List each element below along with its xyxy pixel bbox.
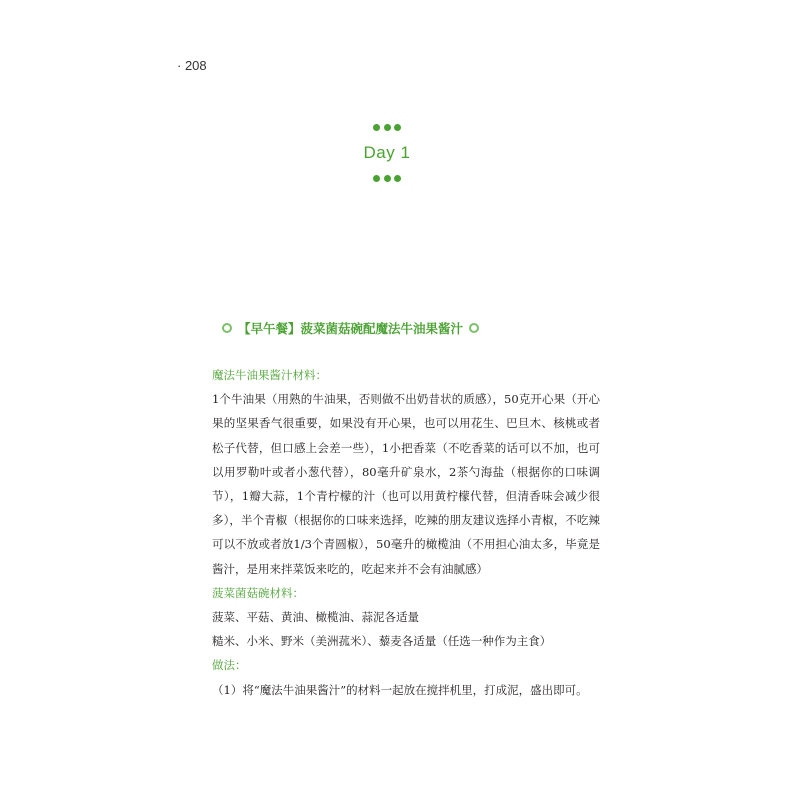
day-title: Day 1 <box>363 143 411 162</box>
decorative-dots-bottom <box>373 175 401 183</box>
method-step-1: （1）将“魔法牛油果酱汁”的材料一起放在搅拌机里，打成泥，盛出即可。 <box>212 682 588 697</box>
bowl-ingredients-label: 菠菜菌菇碗材料： <box>212 585 304 600</box>
sauce-ingredients-text: 1个牛油果（用熟的牛油果，否则做不出奶昔状的质感），50克开心果（开心果的坚果香气很重要，如果没有开心果，也可以用花生、巴旦木、核桃或者松子代替，但口感上会差一些），1小把香菜（不吃香菜的话可以不加，也可以用罗勒叶或者小葱代替），80毫升矿泉水，2茶勺海盐（根据你的口味调节），1瓣大蒜，1个青柠檬的汁（也可以用黄柠檬代替，但清香味会减少很多），半个青椒（根据你的口味来选择，吃辣的朋友建议选择小青椒，不吃辣可以不放或者放1/3个青圆椒），50毫升的橄榄油（不用担心油太多，毕竟是酱汁，是用来拌菜饭来吃的，吃起来并不会有油腻感） <box>212 392 600 576</box>
dot-icon <box>384 124 391 131</box>
dot-icon <box>373 175 380 182</box>
sauce-ingredients-label: 魔法牛油果酱汁材料： <box>212 368 327 382</box>
dot-icon <box>384 175 391 182</box>
page-number: · 208 <box>177 58 207 73</box>
method-label: 做法： <box>212 658 247 673</box>
section-heading <box>222 318 485 338</box>
recipe-body <box>187 363 600 702</box>
bowl-ingredients-line-2: 糙米、小米、野米（美洲菰米）、藜麦各适量（任选一种作为主食） <box>212 634 552 649</box>
dot-icon <box>394 175 401 182</box>
dot-icon <box>373 124 380 131</box>
bowl-ingredients-line-1: 菠菜、平菇、黄油、橄榄油、蒜泥各适量 <box>212 610 419 625</box>
decorative-dots-top <box>373 124 401 132</box>
section-heading-text: 【早午餐】菠菜菌菇碗配魔法牛油果酱汁 <box>238 321 464 336</box>
ring-icon <box>469 323 479 333</box>
ring-icon <box>222 323 232 333</box>
dot-icon <box>394 124 401 131</box>
